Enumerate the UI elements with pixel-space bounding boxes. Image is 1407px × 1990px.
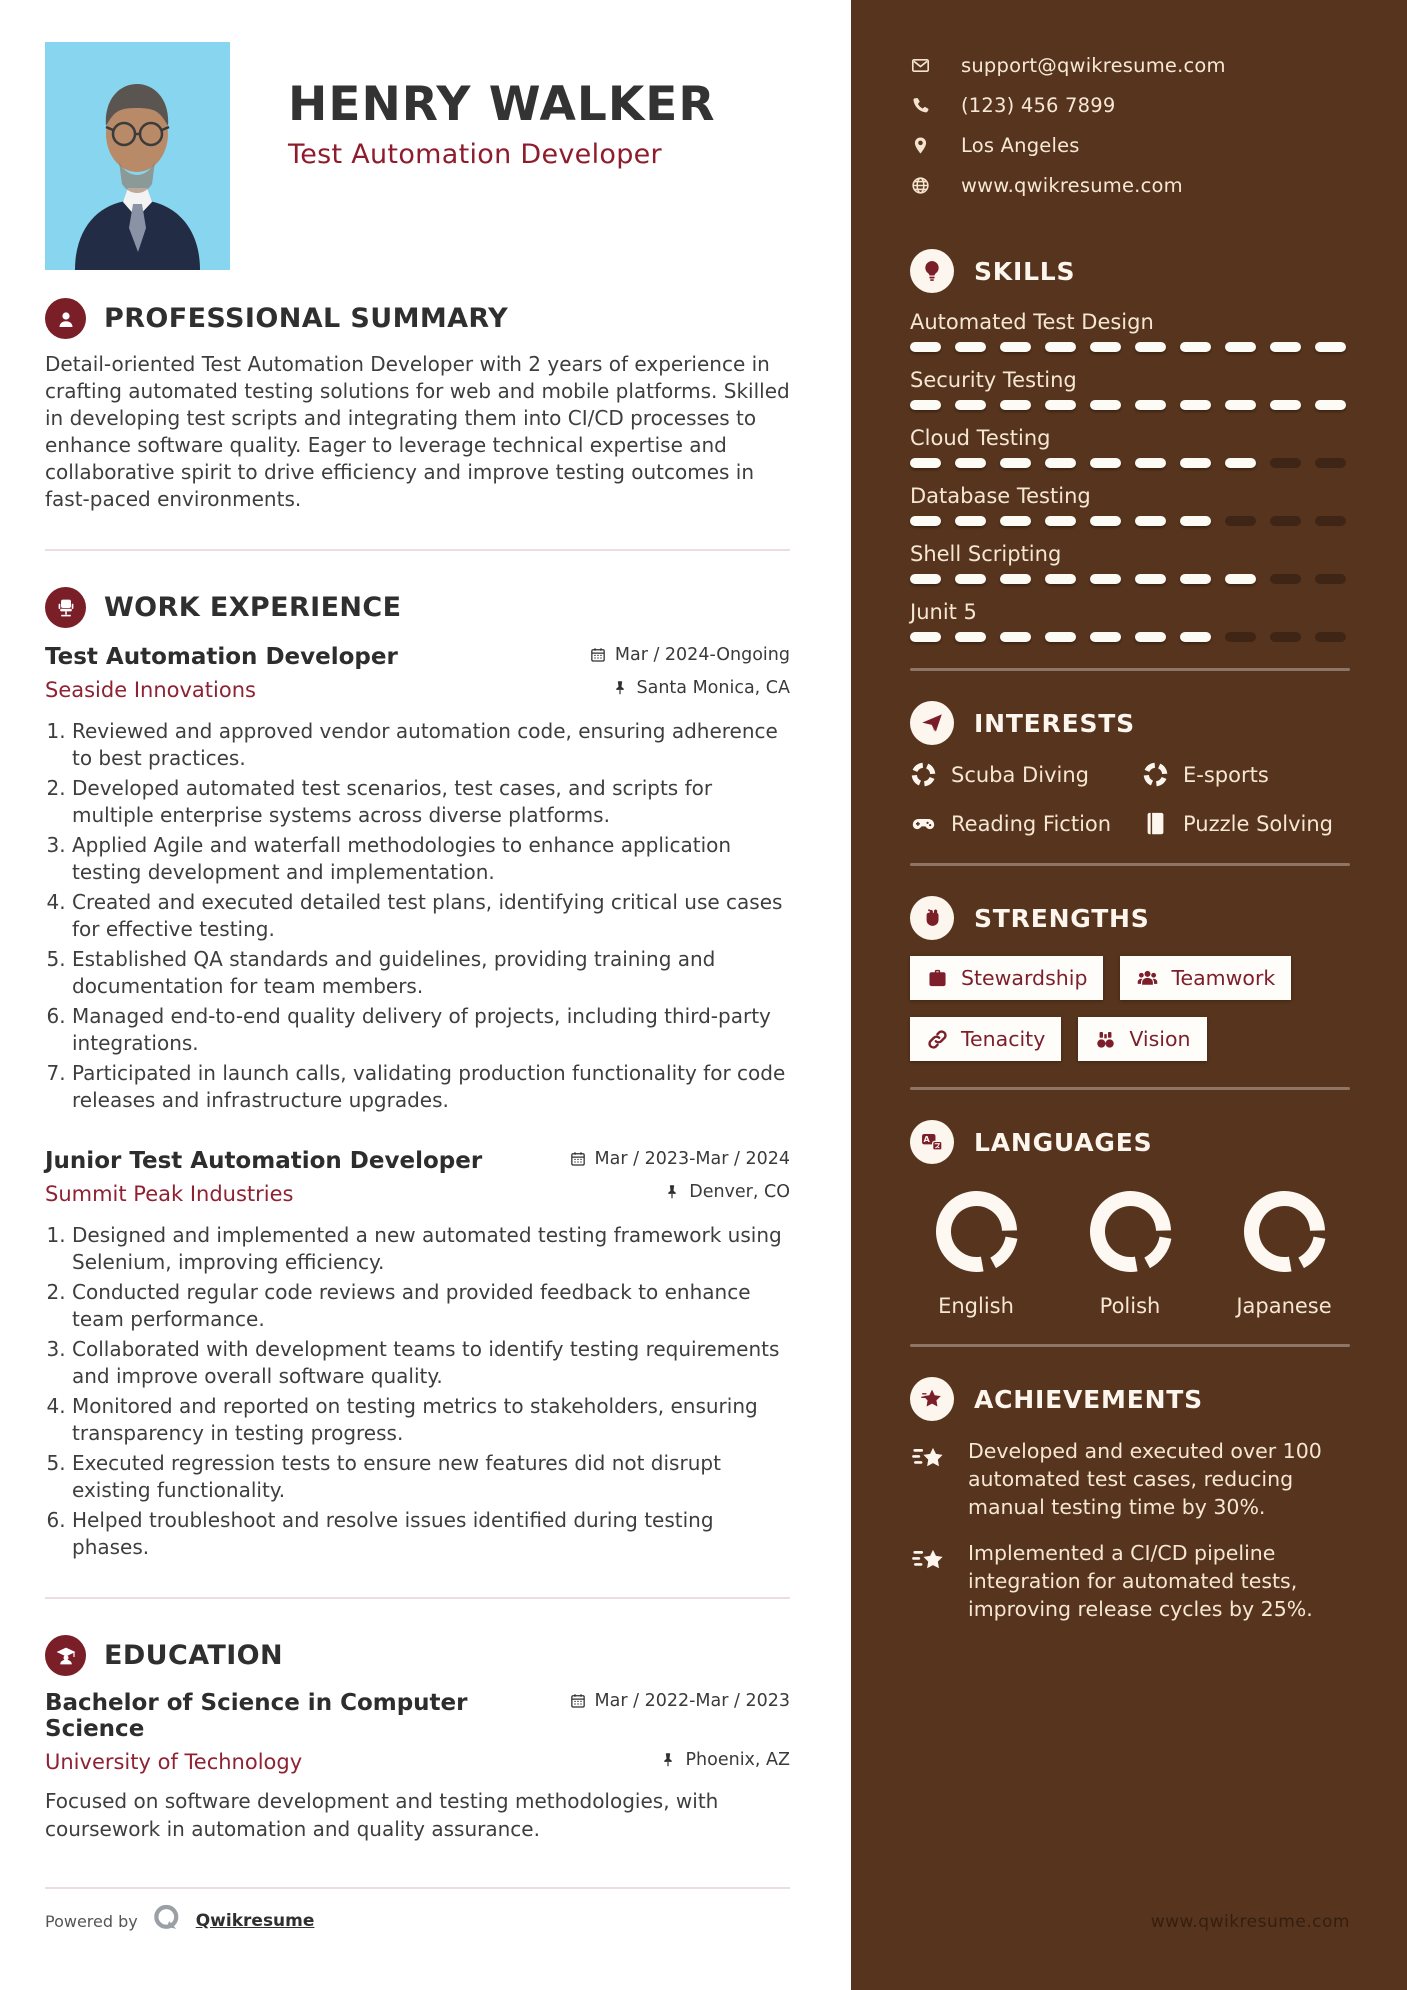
contact-text: (123) 456 7899: [961, 94, 1116, 117]
strengths-list: [910, 956, 1350, 1061]
skill-dash-filled: [1090, 632, 1121, 642]
job-bullet: 6. Helped troubleshoot and resolve issues identified during testing phases.: [72, 1507, 790, 1561]
translate-icon: [910, 1120, 954, 1164]
job-bullet: 7. Participated in launch calls, validating production functionality for code releases and infrastructure upgrades.: [72, 1060, 790, 1114]
job-bullet: 5. Executed regression tests to ensure new features did not disrupt existing functionality.: [72, 1450, 790, 1504]
life-ring-icon: [1142, 761, 1169, 788]
job-bullet: 3. Applied Agile and waterfall methodologies to enhance application testing development and implementation.: [72, 832, 790, 886]
job-date: [569, 1149, 790, 1169]
qwikresume-logo-icon: [150, 1902, 184, 1940]
skill-dash-filled: [955, 516, 986, 526]
skill-group: [910, 309, 1350, 352]
summary-section: [45, 298, 790, 513]
language-item: [1224, 1184, 1344, 1318]
company-name: Seaside Innovations: [45, 678, 256, 702]
divider: [45, 549, 790, 551]
job-date-text: Mar / 2024-Ongoing: [614, 645, 790, 665]
sidebar-divider: [910, 1087, 1350, 1090]
contact-text: www.qwikresume.com: [961, 174, 1183, 197]
job-title: Junior Test Automation Developer: [45, 1148, 483, 1174]
skills-list: [910, 309, 1350, 642]
job-bullet-list: [45, 718, 790, 1114]
skill-dash-empty: [1270, 632, 1301, 642]
strength-label: Teamwork: [1171, 966, 1276, 990]
skill-dash-filled: [1315, 342, 1346, 352]
skill-dash-filled: [1135, 574, 1166, 584]
languages-section: [910, 1120, 1350, 1318]
skill-dash-filled: [1180, 632, 1211, 642]
achievement-text: Developed and executed over 100 automated test cases, reducing manual testing time by 30%.: [968, 1439, 1322, 1519]
divider: [45, 1887, 790, 1889]
education-location: [659, 1750, 790, 1770]
job-bullet: 1. Reviewed and approved vendor automation code, ensuring adherence to best practices.: [72, 718, 790, 772]
interest-label: Reading Fiction: [951, 811, 1112, 836]
school-name: University of Technology: [45, 1750, 303, 1774]
skill-dash-filled: [1045, 400, 1076, 410]
achievement-item: [910, 1539, 1350, 1623]
life-ring-icon: [910, 761, 937, 788]
skill-dash-filled: [955, 574, 986, 584]
job-date: [589, 645, 790, 665]
pushpin-icon: [659, 1751, 677, 1769]
skill-dash-filled: [1225, 458, 1256, 468]
skill-dash-filled: [1045, 458, 1076, 468]
job-title-row: [45, 644, 790, 670]
skill-dash-filled: [1000, 400, 1031, 410]
job-entry: [45, 644, 790, 1114]
strength-label: Stewardship: [961, 966, 1088, 990]
skill-dash-filled: [1090, 342, 1121, 352]
experience-heading-label: WORK EXPERIENCE: [104, 592, 402, 623]
office-chair-icon: [45, 587, 86, 628]
education-description: Focused on software development and testing methodologies, with coursework in automation and quality assurance.: [45, 1789, 719, 1841]
job-location-text: Denver, CO: [689, 1182, 790, 1202]
skill-dash-filled: [1000, 632, 1031, 642]
star-badge-icon: [910, 1377, 954, 1421]
interest-item: [910, 810, 1142, 837]
skill-dash-filled: [910, 458, 941, 468]
divider: [45, 1597, 790, 1599]
summary-heading: [45, 298, 790, 339]
skill-dash-filled: [1000, 458, 1031, 468]
education-date-text: Mar / 2022-Mar / 2023: [594, 1691, 790, 1711]
job-bullet: 2. Developed automated test scenarios, test cases, and scripts for multiple enterprise systems across diverse platforms.: [72, 775, 790, 829]
education-heading: [45, 1635, 790, 1676]
job-company-row: [45, 1174, 790, 1206]
languages-heading: [910, 1120, 1350, 1164]
skill-level-bar: [910, 574, 1350, 584]
skill-dash-filled: [1315, 400, 1346, 410]
pushpin-icon: [611, 679, 629, 697]
skill-dash-empty: [1270, 516, 1301, 526]
strength-label: Vision: [1129, 1027, 1191, 1051]
fist-icon: [910, 896, 954, 940]
job-title: Test Automation Developer: [45, 644, 398, 670]
skills-heading-label: SKILLS: [974, 256, 1076, 286]
contact-row: [910, 94, 1350, 117]
strength-label: Tenacity: [961, 1027, 1046, 1051]
skill-name: Database Testing: [910, 484, 1091, 508]
skill-dash-filled: [1090, 574, 1121, 584]
lightbulb-icon: [910, 249, 954, 293]
skill-level-bar: [910, 400, 1350, 410]
skill-name: Junit 5: [910, 600, 977, 624]
achievements-heading: [910, 1377, 1350, 1421]
calendar-icon: [569, 1692, 587, 1710]
header: [45, 42, 790, 270]
calendar-icon: [589, 646, 607, 664]
shooting-star-icon: [910, 1541, 950, 1581]
skill-name: Shell Scripting: [910, 542, 1062, 566]
education-heading-label: EDUCATION: [104, 1640, 284, 1671]
sidebar-divider: [910, 668, 1350, 671]
skill-level-bar: [910, 632, 1350, 642]
skill-group: [910, 425, 1350, 468]
experience-section: [45, 587, 790, 1561]
skill-dash-empty: [1225, 632, 1256, 642]
skill-name: Cloud Testing: [910, 426, 1051, 450]
powered-by-label: Powered by: [45, 1911, 138, 1931]
skill-name: Security Testing: [910, 368, 1077, 392]
education-location-text: Phoenix, AZ: [685, 1750, 790, 1770]
sidebar-divider: [910, 863, 1350, 866]
job-date-text: Mar / 2023-Mar / 2024: [594, 1149, 790, 1169]
contact-text: Los Angeles: [961, 134, 1080, 157]
svg-text:A: A: [923, 1134, 930, 1144]
strengths-heading-label: STRENGTHS: [974, 903, 1150, 933]
skill-dash-filled: [910, 632, 941, 642]
skill-dash-filled: [910, 342, 941, 352]
skill-dash-empty: [1225, 516, 1256, 526]
sidebar-divider: [910, 1344, 1350, 1347]
gamepad-icon: [910, 810, 937, 837]
language-donut-chart: [929, 1184, 1024, 1279]
skill-dash-filled: [1225, 574, 1256, 584]
skill-dash-filled: [910, 400, 941, 410]
skill-dash-filled: [1000, 574, 1031, 584]
summary-heading-label: PROFESSIONAL SUMMARY: [104, 303, 509, 334]
job-bullet: 5. Established QA standards and guidelines, providing training and documentation for team members.: [72, 946, 790, 1000]
skill-dash-filled: [955, 400, 986, 410]
language-donut-chart: [1237, 1184, 1332, 1279]
pushpin-icon: [663, 1183, 681, 1201]
briefcase-icon: [926, 967, 949, 990]
degree-row: [45, 1690, 790, 1742]
education-entry: [45, 1690, 790, 1843]
skill-dash-empty: [1270, 458, 1301, 468]
envelope-icon: [910, 55, 931, 76]
skill-name: Automated Test Design: [910, 310, 1154, 334]
skill-dash-filled: [955, 342, 986, 352]
globe-icon: [910, 175, 931, 196]
contact-row: [910, 54, 1350, 77]
powered-by: [45, 1902, 314, 1940]
skill-dash-filled: [1180, 458, 1211, 468]
skill-dash-empty: [1315, 632, 1346, 642]
job-location-text: Santa Monica, CA: [636, 678, 790, 698]
skill-dash-filled: [1225, 400, 1256, 410]
profile-photo-illustration: [45, 42, 230, 270]
job-bullet: 4. Monitored and reported on testing metrics to stakeholders, ensuring transparency in testing progress.: [72, 1393, 790, 1447]
binoculars-icon: [1094, 1028, 1117, 1051]
skill-dash-filled: [1090, 400, 1121, 410]
book-icon: [1142, 810, 1169, 837]
interests-list: [910, 761, 1350, 837]
skill-group: [910, 483, 1350, 526]
strengths-heading: [910, 896, 1350, 940]
interest-label: Puzzle Solving: [1183, 811, 1333, 836]
job-location: [663, 1182, 790, 1202]
company-name: Summit Peak Industries: [45, 1182, 294, 1206]
interest-label: E-sports: [1183, 762, 1269, 787]
job-location: [611, 678, 791, 698]
skill-dash-filled: [1090, 516, 1121, 526]
skills-heading: [910, 249, 1350, 293]
profile-photo: [45, 42, 230, 270]
skill-dash-filled: [1045, 632, 1076, 642]
language-name: Polish: [1099, 1294, 1161, 1318]
summary-text: Detail-oriented Test Automation Developer with 2 years of experience in crafting automated testing solutions for web and mobile platforms. Skilled in developing test scripts and integrating them into CI/CD processes to enhance software quality. Eager to leverage technical expertise and collaborative spirit to drive efficiency and improve testing outcomes in fast-paced environments.: [45, 352, 790, 511]
skill-dash-filled: [1180, 574, 1211, 584]
education-section: [45, 1635, 790, 1843]
skill-dash-filled: [1225, 342, 1256, 352]
paper-plane-icon: [910, 701, 954, 745]
interests-heading-label: INTERESTS: [974, 708, 1135, 738]
strength-chip: [910, 956, 1103, 1000]
graduate-icon: [45, 1635, 86, 1676]
interests-heading: [910, 701, 1350, 745]
strength-chip: [1120, 956, 1291, 1000]
job-bullet: 6. Managed end-to-end quality delivery of projects, including third-party integrations.: [72, 1003, 790, 1057]
header-text: [288, 42, 716, 170]
contact-row: [910, 174, 1350, 197]
job-bullet: 1. Designed and implemented a new automated testing framework using Selenium, improving efficiency.: [72, 1222, 790, 1276]
skill-dash-filled: [1270, 342, 1301, 352]
skill-group: [910, 367, 1350, 410]
education-date: [569, 1691, 790, 1711]
achievements-list: [910, 1437, 1350, 1623]
skill-level-bar: [910, 342, 1350, 352]
skill-dash-filled: [1000, 516, 1031, 526]
person-icon: [45, 298, 86, 339]
skill-dash-filled: [1135, 458, 1166, 468]
skill-dash-filled: [1000, 342, 1031, 352]
skill-group: [910, 541, 1350, 584]
skill-dash-filled: [1180, 516, 1211, 526]
job-bullet-list: [45, 1222, 790, 1561]
job-entry: [45, 1148, 790, 1561]
achievement-item: [910, 1437, 1350, 1521]
interest-item: [1142, 810, 1350, 837]
job-bullet: 4. Created and executed detailed test plans, identifying critical use cases for effective testing.: [72, 889, 790, 943]
skill-dash-filled: [910, 574, 941, 584]
skill-level-bar: [910, 516, 1350, 526]
watermark: www.qwikresume.com: [1150, 1912, 1350, 1932]
skill-dash-filled: [1135, 400, 1166, 410]
skill-dash-filled: [1045, 574, 1076, 584]
language-name: English: [938, 1294, 1014, 1318]
languages-heading-label: LANGUAGES: [974, 1127, 1153, 1157]
language-donut-chart: [1083, 1184, 1178, 1279]
achievements-section: [910, 1377, 1350, 1623]
job-bullet: 2. Conducted regular code reviews and provided feedback to enhance team performance.: [72, 1279, 790, 1333]
pin-icon: [910, 135, 931, 156]
interest-item: [1142, 761, 1350, 788]
skill-dash-empty: [1315, 516, 1346, 526]
skill-dash-filled: [955, 632, 986, 642]
skill-dash-filled: [1270, 400, 1301, 410]
skill-group: [910, 599, 1350, 642]
strength-chip: [1078, 1017, 1206, 1061]
skill-dash-filled: [1135, 632, 1166, 642]
interests-section: [910, 701, 1350, 837]
skill-dash-filled: [1045, 342, 1076, 352]
skill-dash-filled: [1135, 342, 1166, 352]
skill-dash-filled: [1180, 400, 1211, 410]
chain-icon: [926, 1028, 949, 1051]
skill-level-bar: [910, 458, 1350, 468]
contact-text: support@qwikresume.com: [961, 54, 1226, 77]
strengths-section: [910, 896, 1350, 1061]
skills-section: [910, 249, 1350, 642]
experience-heading: [45, 587, 790, 628]
skill-dash-filled: [1090, 458, 1121, 468]
skill-dash-filled: [910, 516, 941, 526]
users-icon: [1136, 967, 1159, 990]
skill-dash-filled: [1135, 516, 1166, 526]
strength-chip: [910, 1017, 1061, 1061]
shooting-star-icon: [910, 1439, 950, 1479]
contact-list: [910, 54, 1350, 197]
job-bullet: 3. Collaborated with development teams to identify testing requirements and improve overall software quality.: [72, 1336, 790, 1390]
job-company-row: [45, 670, 790, 702]
skill-dash-empty: [1315, 574, 1346, 584]
language-item: [916, 1184, 1036, 1318]
candidate-title: Test Automation Developer: [288, 139, 662, 171]
calendar-icon: [569, 1150, 587, 1168]
skill-dash-filled: [955, 458, 986, 468]
interest-label: Scuba Diving: [951, 762, 1089, 787]
qwikresume-link[interactable]: Qwikresume: [195, 1911, 315, 1931]
skill-dash-empty: [1270, 574, 1301, 584]
phone-icon: [910, 95, 931, 116]
candidate-name: HENRY WALKER: [288, 77, 716, 132]
skill-dash-filled: [1180, 342, 1211, 352]
school-row: [45, 1742, 790, 1774]
skill-dash-filled: [1045, 516, 1076, 526]
interest-item: [910, 761, 1142, 788]
language-item: [1070, 1184, 1190, 1318]
degree-title: Bachelor of Science in Computer Science: [45, 1690, 468, 1742]
languages-list: [910, 1180, 1350, 1318]
achievement-text: Implemented a CI/CD pipeline integration for automated tests, improving release cycles by 25%.: [968, 1541, 1313, 1621]
skill-dash-empty: [1315, 458, 1346, 468]
sidebar: [851, 0, 1407, 1990]
contact-row: [910, 134, 1350, 157]
language-name: Japanese: [1236, 1294, 1332, 1318]
job-title-row: [45, 1148, 790, 1174]
achievements-heading-label: ACHIEVEMENTS: [974, 1384, 1203, 1414]
